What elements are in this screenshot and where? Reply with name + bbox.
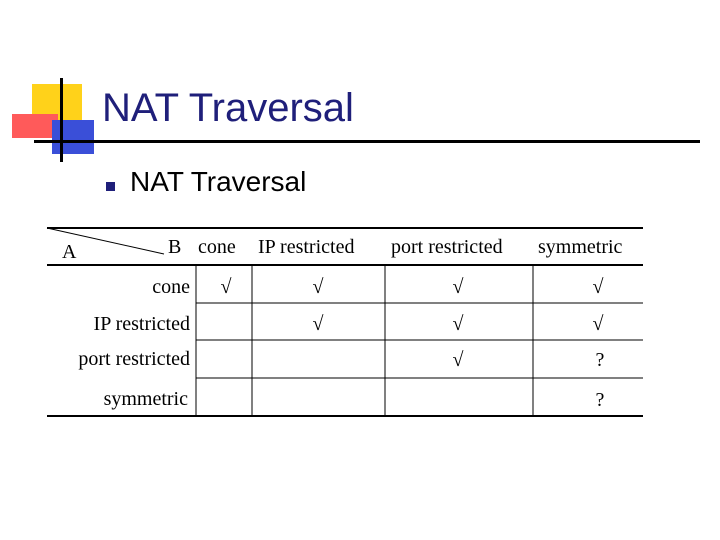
column-header-symmetric: symmetric xyxy=(538,236,623,258)
table-cell: √ xyxy=(452,313,464,335)
slide-title: NAT Traversal xyxy=(102,86,354,130)
table-cell: √ xyxy=(312,276,324,298)
row-label-cone: cone xyxy=(152,276,190,298)
column-header-port-restricted: port restricted xyxy=(391,236,503,258)
table-cell: √ xyxy=(452,276,464,298)
table-cell: √ xyxy=(452,349,464,371)
bullet-text: NAT Traversal xyxy=(130,166,307,197)
column-header-ip-restricted: IP restricted xyxy=(258,236,355,258)
table-cell: √ xyxy=(592,313,604,335)
row-label-port-restricted: port restricted xyxy=(78,348,190,370)
table-cell: √ xyxy=(220,276,232,298)
table-cell: √ xyxy=(592,276,604,298)
row-label-ip-restricted: IP restricted xyxy=(93,313,190,335)
table-cell: ? xyxy=(595,349,605,371)
corner-label-a: A xyxy=(62,241,77,263)
column-header-cone: cone xyxy=(198,236,236,258)
corner-label-b: B xyxy=(168,236,182,258)
table-cell: ? xyxy=(595,389,605,411)
row-label-symmetric: symmetric xyxy=(103,388,188,410)
table-cell: √ xyxy=(312,313,324,335)
